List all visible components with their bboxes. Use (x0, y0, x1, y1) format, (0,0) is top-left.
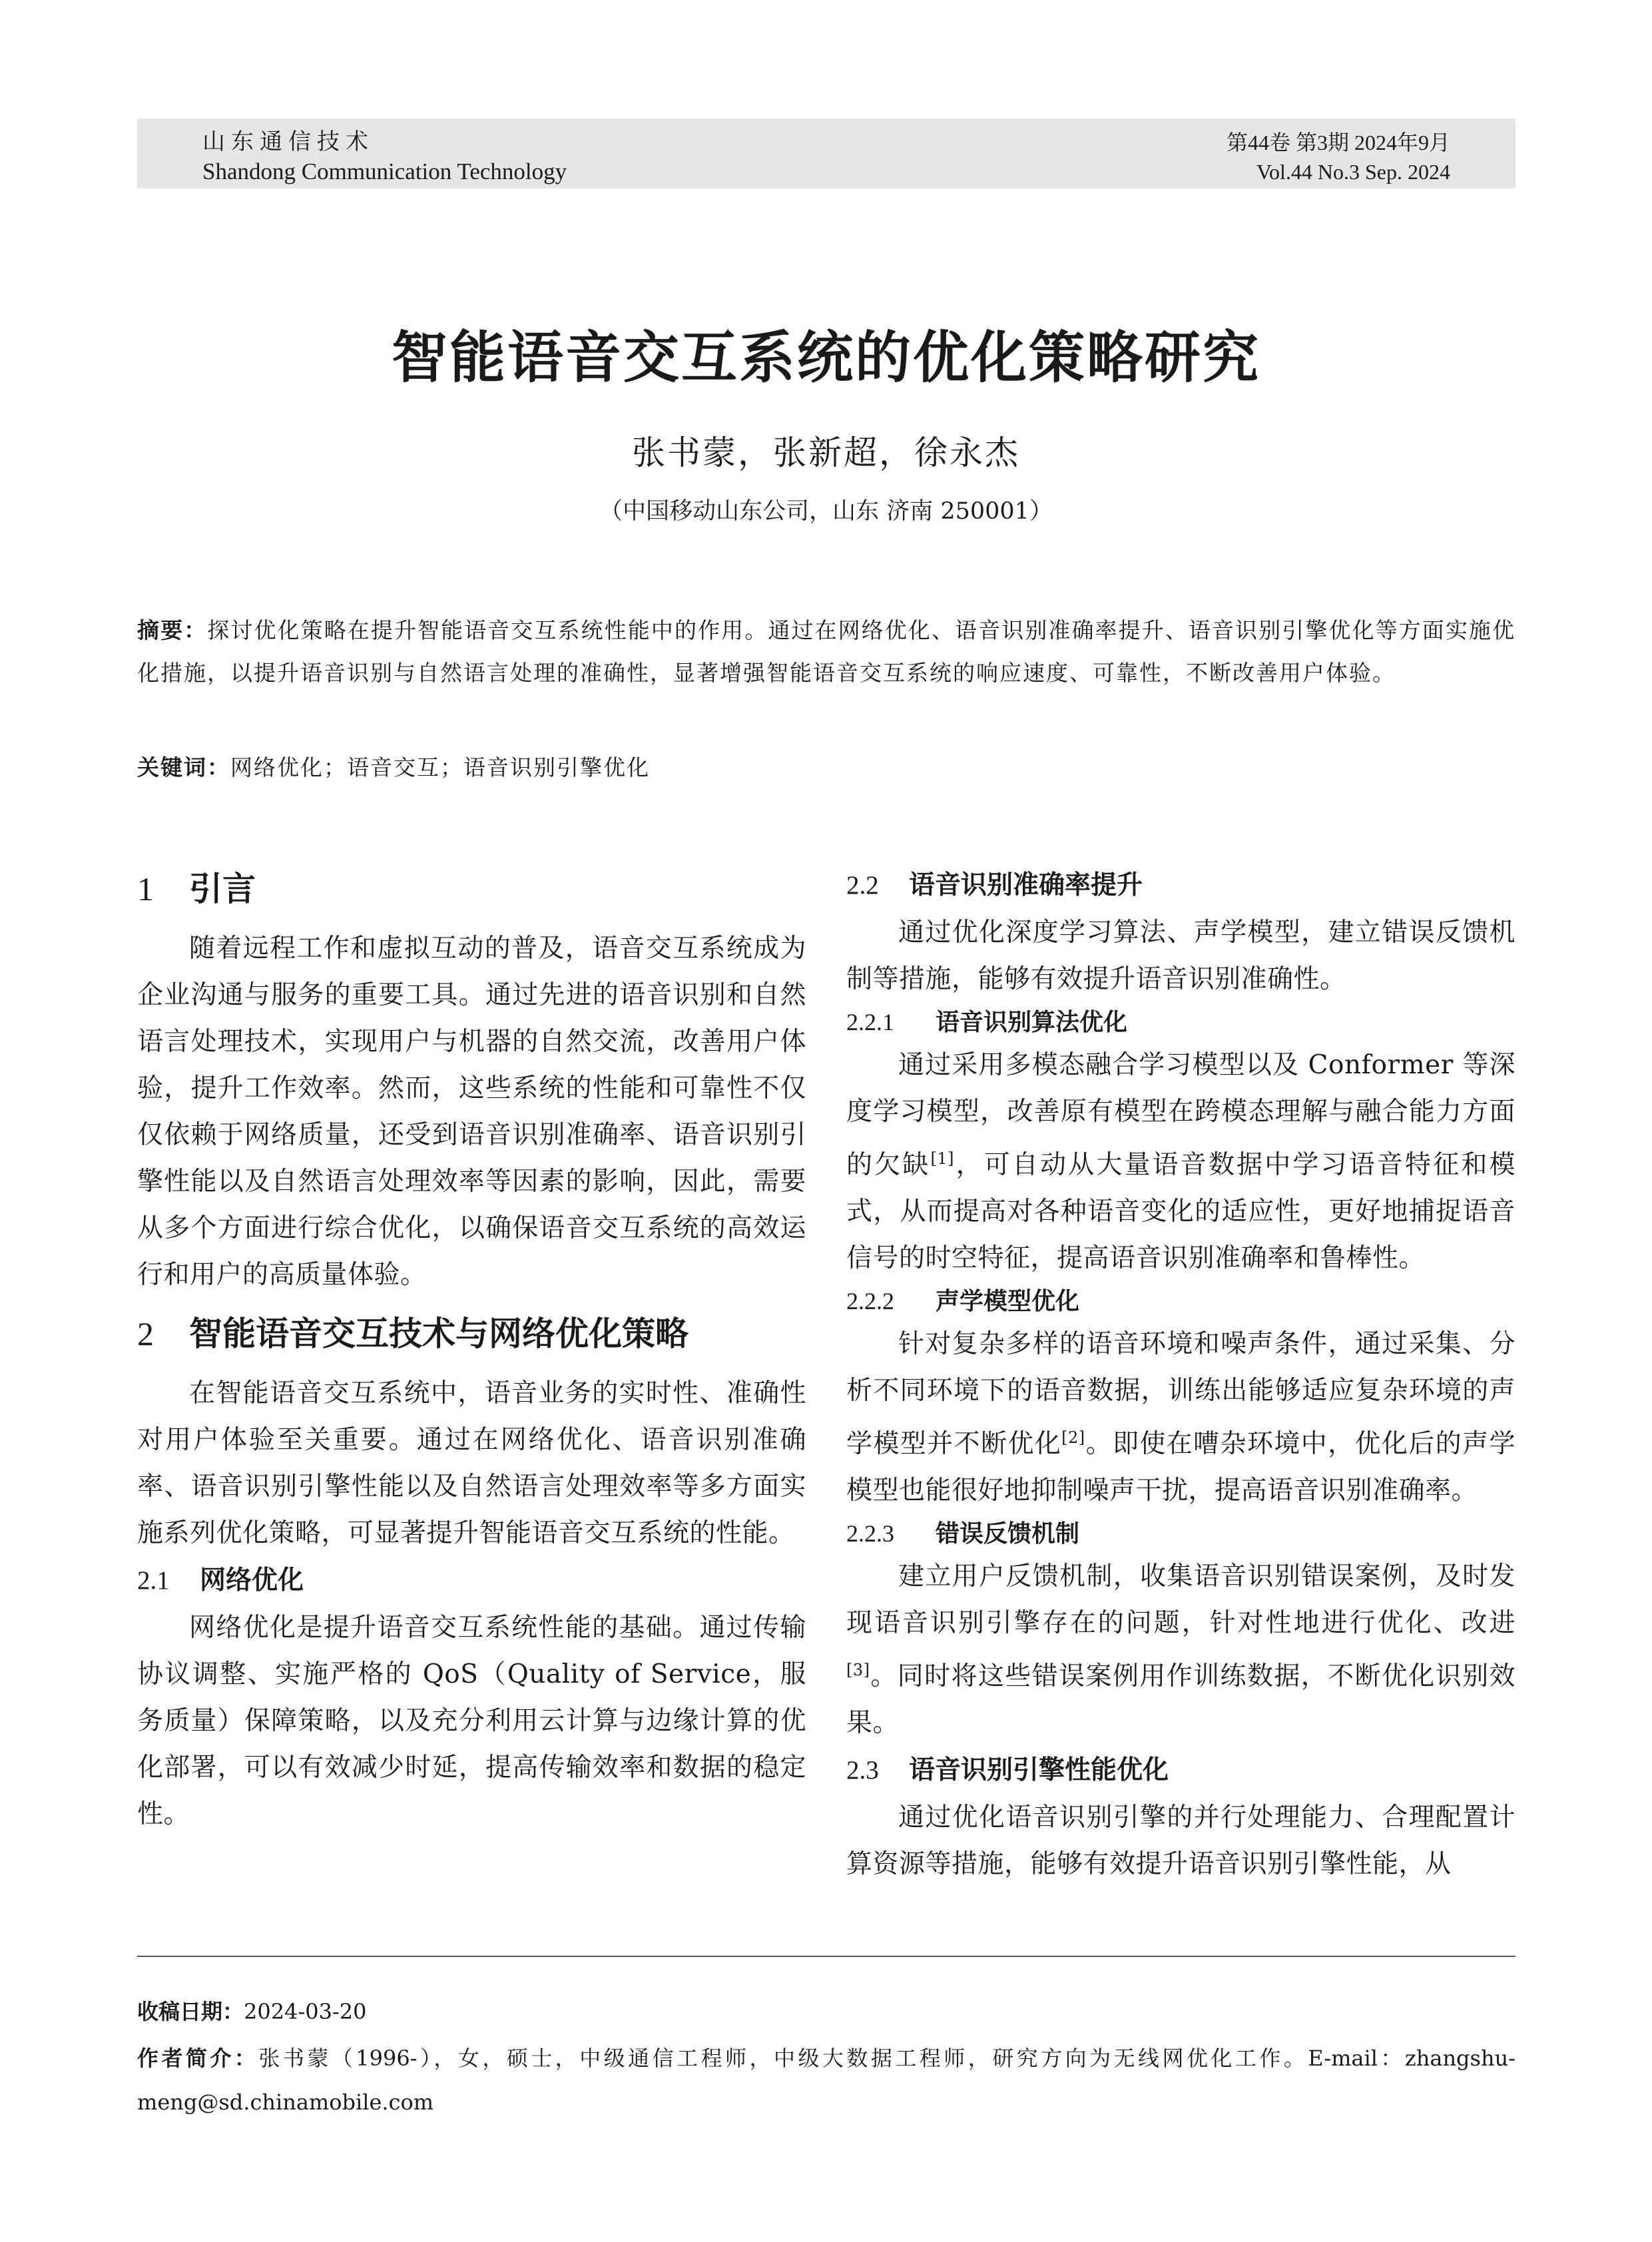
subsection-title: 语音识别引擎性能优化 (909, 1755, 1169, 1785)
paragraph: 通过优化深度学习算法、声学模型，建立错误反馈机制等措施，能够有效提升语音识别准确性。 (846, 918, 1515, 994)
section-heading-1 (137, 866, 806, 912)
paragraph: 通过优化语音识别引擎的并行处理能力、合理配置计算资源等措施，能够有效提升语音识别引擎性能，从 (846, 1803, 1515, 1879)
subsection-title: 语音识别准确率提升 (909, 870, 1143, 900)
paragraph: 网络优化是提升语音交互系统性能的基础。通过传输协议调整、实施严格的 QoS（Quality of Service，服务质量）保障策略，以及充分利用云计算与边缘计算的优化部署，可以有效减少时延，提高传输效率和数据的稳定性。 (137, 1613, 806, 1829)
author-bio-label: 作者简介： (137, 2046, 259, 2071)
subsubsection-heading-2-2-1 (846, 1004, 1515, 1041)
journal-name-cn: 山东通信技术 (202, 130, 374, 154)
subsubsection-title: 声学模型优化 (936, 1288, 1080, 1315)
subsection-number: 2.2 (846, 871, 879, 900)
subsubsection-number: 2.2.1 (846, 1009, 894, 1035)
paragraph-text: 。同时将这些错误案例用作训练数据，不断优化识别效果。 (846, 1661, 1515, 1738)
section-number: 2 (137, 1315, 154, 1352)
citation-ref[interactable]: [2] (1061, 1428, 1085, 1447)
author-bio-text: 张书蒙（1996-），女，硕士，中级通信工程师，中级大数据工程师，研究方向为无线网优化工作。E-mail：zhangshu-meng@sd.chinamobile.com (137, 2046, 1515, 2115)
abstract (137, 609, 1515, 695)
paragraph: 在智能语音交互系统中，语音业务的实时性、准确性对用户体验至关重要。通过在网络优化、语音识别准确率、语音识别引擎性能以及自然语言处理效率等多方面实施系列优化策略，可显著提升智能语音交互系统的性能。 (137, 1378, 806, 1548)
affiliation: （中国移动山东公司，山东 济南 250001） (599, 498, 1053, 525)
paragraph (846, 1042, 1515, 1282)
received-label: 收稿日期： (137, 1999, 244, 2024)
received-date (137, 1995, 367, 2028)
section-heading-2 (137, 1310, 806, 1357)
citation-ref[interactable]: [1] (930, 1149, 954, 1168)
subsection-title: 网络优化 (200, 1565, 304, 1595)
subsubsection-heading-2-2-2 (846, 1283, 1515, 1320)
paragraph-text: 建立用户反馈机制，收集语音识别错误案例，及时发现语音识别引擎存在的问题，针对性地进行优化、改进 (846, 1561, 1515, 1638)
issue-info-block (1227, 128, 1450, 186)
subsection-heading-2-1 (137, 1561, 806, 1601)
paper-title: 智能语音交互系统的优化策略研究 (391, 325, 1260, 390)
left-column (137, 866, 806, 1838)
abstract-label: 摘要： (137, 617, 208, 643)
paragraph-text: 。即使在嘈杂环境中，优化后的声学模型也能很好地抑制噪声干扰，提高语音识别准确率。 (846, 1429, 1515, 1506)
subsection-number: 2.3 (846, 1756, 879, 1785)
paragraph-text: ，可自动从大量语音数据中学习语音特征和模式，从而提高对各种语音变化的适应性，更好地捕捉语音信号的时空特征，提高语音识别准确率和鲁棒性。 (846, 1150, 1515, 1273)
journal-name-block (202, 128, 567, 186)
footnote-divider (137, 1956, 1515, 1957)
author-bio (137, 2036, 1515, 2124)
subsubsection-number: 2.2.2 (846, 1288, 894, 1314)
section-title: 智能语音交互技术与网络优化策略 (189, 1314, 688, 1353)
paragraph (846, 1553, 1515, 1747)
subsubsection-number: 2.2.3 (846, 1520, 894, 1547)
issue-info-en: Vol.44 No.3 Sep. 2024 (1256, 160, 1450, 184)
section-number: 1 (137, 870, 154, 908)
issue-info-cn: 第44卷 第3期 2024年9月 (1226, 131, 1450, 154)
subsubsection-heading-2-2-3 (846, 1516, 1515, 1552)
citation-ref[interactable]: [3] (846, 1661, 870, 1679)
journal-name-en: Shandong Communication Technology (202, 158, 567, 184)
keywords-label: 关键词： (137, 754, 230, 780)
journal-header (137, 119, 1515, 188)
paragraph-text: 针对复杂多样的语音环境和噪声条件，通过采集、分析不同环境下的语音数据，训练出能够适应复杂环境的声学模型并不断优化 (846, 1329, 1515, 1459)
section-title: 引言 (189, 870, 256, 908)
right-column (846, 866, 1515, 1888)
subsubsection-title: 错误反馈机制 (936, 1520, 1080, 1547)
abstract-text: 探讨优化策略在提升智能语音交互系统性能中的作用。通过在网络优化、语音识别准确率提升、语音识别引擎优化等方面实施优化措施，以提升语音识别与自然语言处理的准确性，显著增强智能语音交互系统的响应速度、可靠性，不断改善用户体验。 (137, 617, 1516, 686)
paragraph (846, 1321, 1515, 1514)
paragraph-text: 通过采用多模态融合学习模型以及 Conformer 等深度学习模型，改善原有模型在跨模态理解与融合能力方面的欠缺 (846, 1050, 1515, 1180)
subsection-number: 2.1 (137, 1566, 170, 1595)
paragraph: 随着远程工作和虚拟互动的普及，语音交互系统成为企业沟通与服务的重要工具。通过先进的语音识别和自然语言处理技术，实现用户与机器的自然交流，改善用户体验，提升工作效率。然而，这些系统的性能和可靠性不仅仅依赖于网络质量，还受到语音识别准确率、语音识别引擎性能以及自然语言处理效率等因素的影响，因此，需要从多个方面进行综合优化，以确保语音交互系统的高效运行和用户的高质量体验。 (137, 934, 806, 1290)
keywords-text: 网络优化；语音交互；语音识别引擎优化 (230, 754, 650, 780)
keywords (137, 748, 1515, 788)
subsection-heading-2-3 (846, 1751, 1515, 1791)
subsection-heading-2-2 (846, 866, 1515, 906)
author-list: 张书蒙，张新超，徐永杰 (632, 433, 1020, 472)
received-value: 2024-03-20 (244, 1999, 367, 2024)
subsubsection-title: 语音识别算法优化 (936, 1009, 1128, 1036)
